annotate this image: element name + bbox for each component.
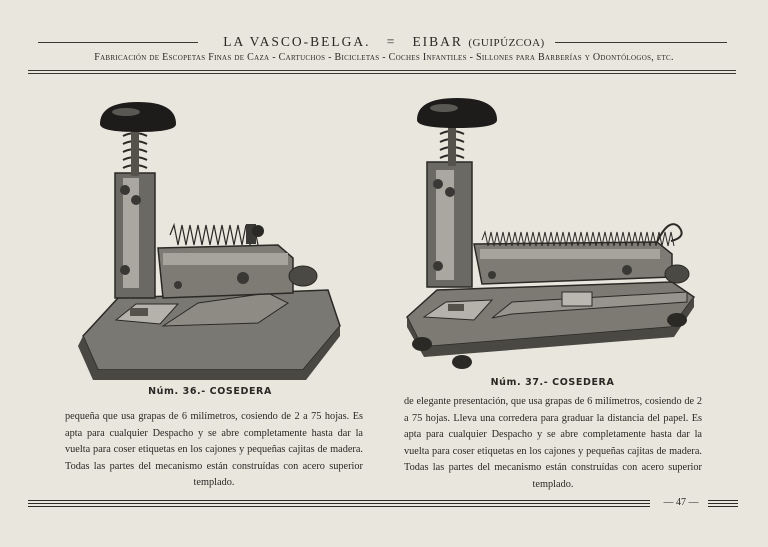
page-number: — 47 — — [663, 497, 699, 508]
stapler-37-illustration — [402, 92, 702, 377]
header-divider-2 — [28, 73, 736, 74]
header — [0, 33, 768, 51]
stapler-36-illustration — [78, 98, 348, 380]
header-separator: = — [386, 34, 397, 49]
product-37-description — [404, 394, 702, 493]
product-36-description — [65, 409, 363, 492]
company-name: LA VASCO-BELGA. — [223, 34, 371, 49]
footer-rule-3 — [28, 506, 650, 507]
product-36-description-text: pequeña que usa grapas de 6 milímetros, cosiendo de 2 a 75 hojas. Es apta para cualquier Despacho y se abre completamente hasta dar la vuelta para coser etiquetas en los cajones y pequeñas cajitas de madera. Todas las partes del mecanismo están construídas con acero superior templado. — [65, 411, 363, 488]
header-title — [0, 33, 768, 52]
footer-rule-2 — [28, 503, 650, 504]
product-36-caption: Núm. 36.- COSEDERA — [148, 386, 272, 397]
footer-rule-1 — [28, 500, 650, 501]
header-subtitle: Fabricación de Escopetas Finas de Caza - Cartuchos - Bicicletas - Coches Infantiles - Sillones para Barberías y Odontólogos, etc. — [94, 52, 674, 63]
header-divider-1 — [28, 70, 736, 71]
footer-rule-right-3 — [708, 506, 738, 507]
city-name: EIBAR — [412, 34, 463, 49]
footer-rule-right-2 — [708, 503, 738, 504]
product-37-caption: Núm. 37.- COSEDERA — [490, 377, 615, 388]
product-37-description-text: de elegante presentación, que usa grapas de 6 milímetros, cosiendo de 2 a 75 hojas. Lleva una corredera para graduar la distancia del papel. Es apta para cualquier Despacho y se abre completamente hasta dar la vuelta para coser etiquetas en los cajones y pequeñas cajitas de madera. Todas las partes del mecanismo están construídas con acero superior templado. — [404, 396, 702, 490]
footer-rule-right-1 — [708, 500, 738, 501]
province-name: (GUIPÚZCOA) — [468, 37, 545, 49]
